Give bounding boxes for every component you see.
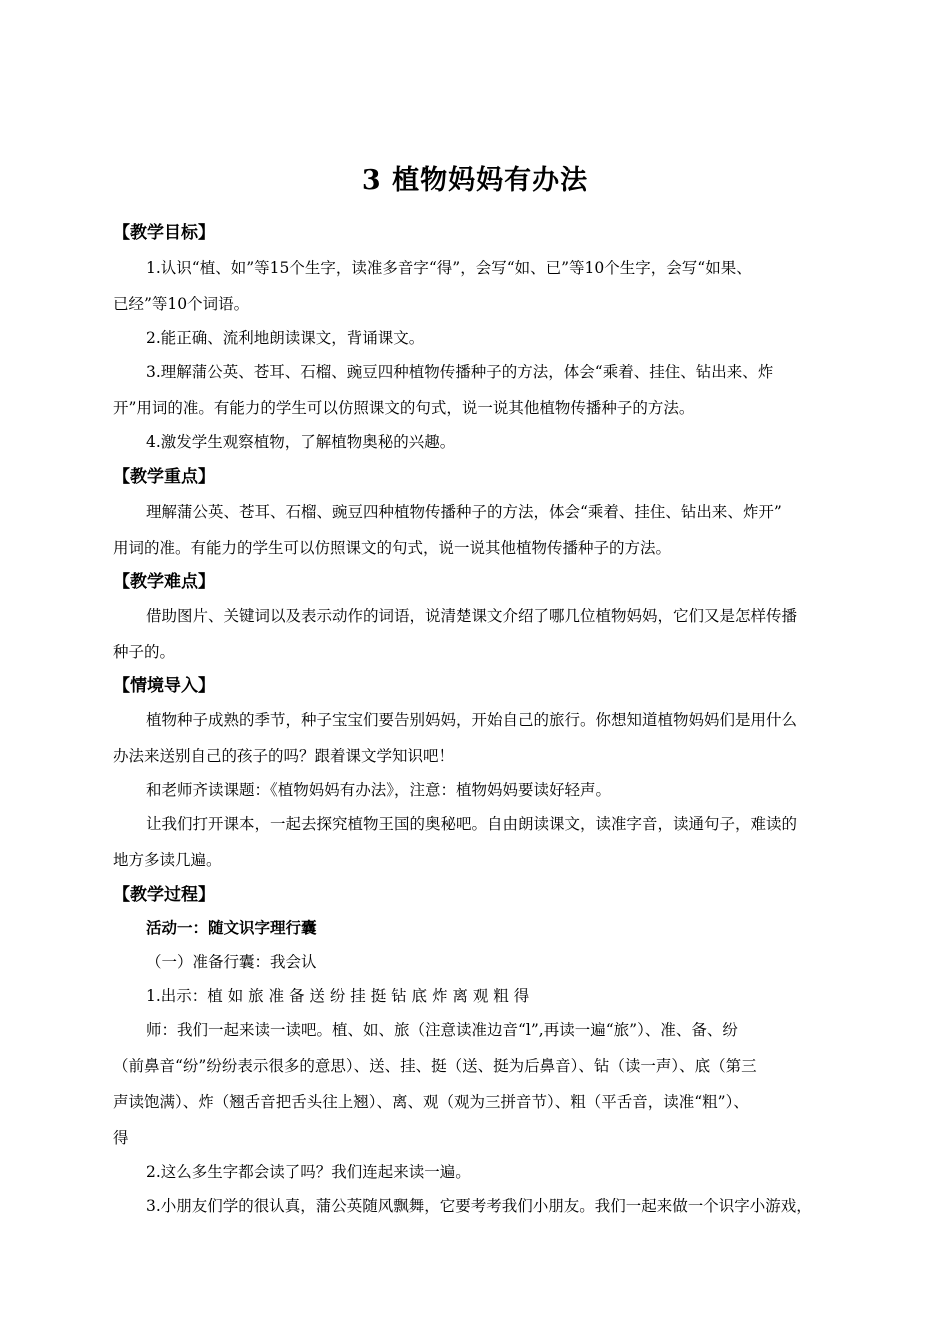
objective-line: 3.理解蒲公英、苍耳、石榴、豌豆四种植物传播种子的方法，体会“乘着、挂住、钻出来、炸 — [146, 363, 774, 381]
objective-line: 1.认识“植、如”等15个生字，读准多音字“得”，会写“如、已”等10个生字，会写“如果、 — [146, 259, 752, 277]
intro-line: 和老师齐读课题：《植物妈妈有办法》，注意：植物妈妈要读好轻声。 — [146, 781, 612, 799]
key-point-line: 用词的准。有能力的学生可以仿照课文的句式，说一说其他植物传播种子的方法。 — [113, 539, 672, 557]
key-point-line: 理解蒲公英、苍耳、石榴、豌豆四种植物传播种子的方法，体会“乘着、挂住、钻出来、炸开” — [146, 503, 782, 521]
heading-intro: 【情境导入】 — [113, 676, 215, 696]
sub-section-title: （一）准备行囊：我会认 — [146, 953, 317, 971]
objective-line: 2.能正确、流利地朗读课文，背诵课文。 — [146, 329, 425, 347]
intro-line: 让我们打开课本，一起去探究植物王国的奥秘吧。自由朗读课文，读准字音，读通句子，难读的 — [146, 815, 798, 833]
process-line: 得 — [113, 1129, 129, 1147]
heading-objectives: 【教学目标】 — [113, 223, 215, 243]
process-line: 2.这么多生字都会读了吗？我们连起来读一遍。 — [146, 1163, 471, 1181]
process-line: 声读饱满）、炸（翘舌音把舌头往上翘）、离、观（观为三拼音节）、粗（平舌音，读准“粗”）、 — [113, 1093, 749, 1111]
intro-line: 办法来送别自己的孩子的吗？跟着课文学知识吧！ — [113, 747, 455, 765]
heading-key-points: 【教学重点】 — [113, 467, 215, 487]
process-line: 师：我们一起来读一读吧。植、如、旅（注意读准边音“l”,再读一遍“旅”）、准、备、纷 — [146, 1021, 738, 1039]
process-line: 1.出示：植 如 旅 准 备 送 纷 挂 挺 钻 底 炸 离 观 粗 得 — [146, 987, 530, 1005]
activity-title: 活动一：随文识字理行囊 — [146, 918, 317, 937]
difficulty-line: 种子的。 — [113, 643, 176, 661]
objective-line: 4.激发学生观察植物，了解植物奥秘的兴趣。 — [146, 433, 456, 451]
intro-line: 植物种子成熟的季节，种子宝宝们要告别妈妈，开始自己的旅行。你想知道植物妈妈们是用什么 — [146, 711, 798, 729]
process-line: （前鼻音“纷”纷纷表示很多的意思）、送、挂、挺（送、挺为后鼻音）、钻（读一声）、底（第三 — [113, 1057, 757, 1075]
objective-line: 开”用词的准。有能力的学生可以仿照课文的句式，说一说其他植物传播种子的方法。 — [113, 399, 695, 417]
page-title: 3 植物妈妈有办法 — [361, 165, 589, 196]
process-line: 3.小朋友们学的很认真，蒲公英随风飘舞，它要考考我们小朋友。我们一起来做一个识字小游戏， — [146, 1197, 812, 1215]
heading-difficulties: 【教学难点】 — [113, 572, 215, 592]
objective-line: 已经”等10个词语。 — [113, 295, 250, 313]
difficulty-line: 借助图片、关键词以及表示动作的词语，说清楚课文介绍了哪几位植物妈妈，它们又是怎样传播 — [146, 607, 798, 625]
intro-line: 地方多读几遍。 — [113, 851, 222, 869]
heading-process: 【教学过程】 — [113, 885, 215, 905]
